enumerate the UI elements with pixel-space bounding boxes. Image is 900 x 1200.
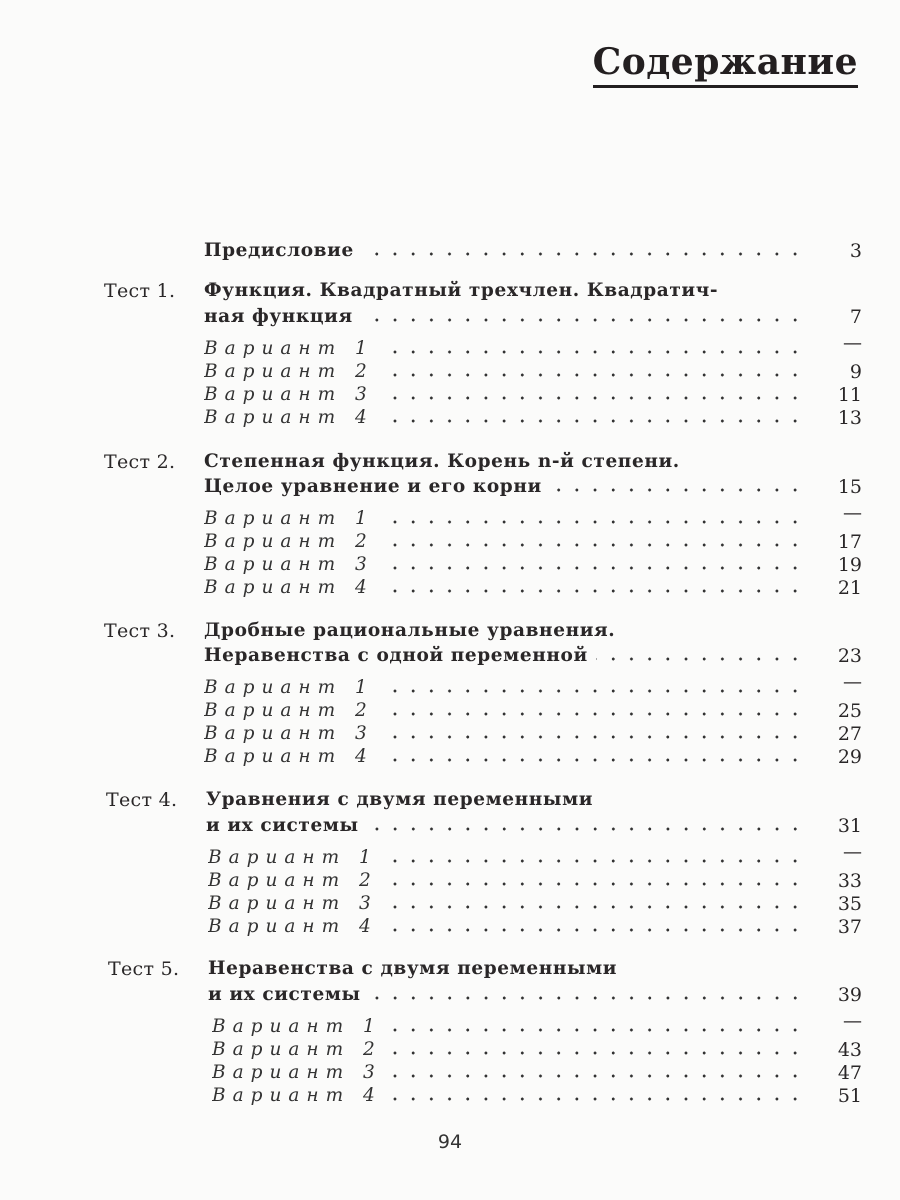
dot-leader — [367, 827, 804, 831]
toc-test-prefix: Тест 4. — [106, 789, 178, 811]
toc-test-prefix: Тест 2. — [104, 451, 176, 473]
toc-variant-entry[interactable] — [0, 1083, 900, 1111]
toc-test-title-continuation[interactable] — [0, 813, 900, 841]
dot-leader — [386, 928, 804, 932]
toc-entry-text — [204, 306, 804, 327]
dot-leader — [390, 1051, 804, 1055]
toc-test-title-line1: Неравенства с двумя переменными — [208, 958, 618, 979]
dot-leader — [369, 996, 804, 1000]
toc-test-heading[interactable] — [0, 278, 900, 306]
toc-page-number: — — [843, 1010, 862, 1032]
toc-page-number: 33 — [837, 870, 862, 892]
toc-page-number: 29 — [837, 746, 862, 768]
dot-leader — [386, 859, 804, 863]
toc-test-heading[interactable] — [0, 618, 900, 646]
toc-page-number: 17 — [837, 531, 862, 553]
toc-entry-text — [204, 240, 804, 261]
toc-page-number: 37 — [837, 916, 862, 938]
toc-page-number: — — [843, 332, 862, 354]
toc-page-number: 13 — [837, 407, 862, 429]
dot-leader — [382, 589, 804, 593]
toc-test-title-continuation[interactable] — [0, 304, 900, 332]
toc-test-title-line2: и их системы — [208, 984, 361, 1005]
toc-variant-label: Вариант 2 — [204, 700, 374, 721]
toc-page-number: 19 — [837, 554, 862, 576]
dot-leader — [382, 373, 804, 377]
toc-test-title-line1: Дробные рациональные уравнения. — [204, 620, 616, 641]
dot-leader — [596, 657, 804, 661]
dot-leader — [361, 318, 804, 322]
toc-entry-preface[interactable] — [0, 238, 900, 266]
toc-variant-label: Вариант 3 — [212, 1062, 382, 1083]
toc-page-number: 43 — [837, 1039, 862, 1061]
toc-variant-label: Вариант 4 — [204, 407, 374, 428]
toc-page-number: 21 — [837, 577, 862, 599]
toc-page-number: — — [843, 671, 862, 693]
toc-test-heading[interactable] — [0, 956, 900, 984]
toc-page-number: 39 — [837, 984, 862, 1006]
toc-variant-label: Вариант 2 — [208, 870, 378, 891]
toc-page-number: 11 — [837, 384, 862, 406]
dot-leader — [382, 566, 804, 570]
toc-test-prefix: Тест 5. — [108, 958, 180, 980]
toc-page-number: 7 — [849, 306, 862, 328]
dot-leader — [382, 543, 804, 547]
toc-variant-label: Вариант 3 — [204, 384, 374, 405]
dot-leader — [382, 419, 804, 423]
dot-leader — [390, 1028, 804, 1032]
toc-test-title-line1: Уравнения с двумя переменными — [206, 789, 594, 810]
page-title: Содержание — [593, 40, 858, 88]
toc-entry-text — [204, 280, 804, 301]
toc-variant-label: Вариант 4 — [208, 916, 378, 937]
dot-leader — [386, 905, 804, 909]
dot-leader — [390, 1074, 804, 1078]
toc-variant-entry[interactable] — [0, 914, 900, 942]
toc-variant-entry[interactable] — [0, 575, 900, 603]
toc-page-number: 51 — [837, 1085, 862, 1107]
toc-variant-label: Вариант 1 — [208, 847, 378, 868]
toc-test-prefix: Тест 1. — [104, 280, 176, 302]
toc-page-number: 23 — [837, 645, 862, 667]
toc-page-number: 25 — [837, 700, 862, 722]
dot-leader — [386, 882, 804, 886]
toc-test-title-line1: Функция. Квадратный трехчлен. Квадратич- — [204, 280, 719, 301]
toc-test-title-continuation[interactable] — [0, 982, 900, 1010]
toc-test-title-continuation[interactable] — [0, 643, 900, 671]
page-number-footer: 94 — [437, 1131, 463, 1153]
dot-leader — [382, 350, 804, 354]
toc-variant-label: Вариант 2 — [204, 531, 374, 552]
toc-variant-label: Вариант 2 — [212, 1039, 382, 1060]
toc-test-title-line2: Неравенства с одной переменной — [204, 645, 588, 666]
toc-page-number: — — [843, 841, 862, 863]
dot-leader — [550, 488, 804, 492]
toc-test-heading[interactable] — [0, 449, 900, 477]
toc-test-title-line2: и их системы — [206, 815, 359, 836]
toc-variant-label: Вариант 1 — [204, 338, 374, 359]
toc-test-title-line2: ная функция — [204, 306, 353, 327]
dot-leader — [390, 1097, 804, 1101]
dot-leader — [382, 396, 804, 400]
toc-page-number: 47 — [837, 1062, 862, 1084]
toc-variant-label: Вариант 2 — [204, 361, 374, 382]
toc-variant-label: Вариант 4 — [212, 1085, 382, 1106]
toc-page-number: — — [843, 502, 862, 524]
toc-page-number: 3 — [849, 240, 862, 262]
toc-page-number: 27 — [837, 723, 862, 745]
toc-page-number: 35 — [837, 893, 862, 915]
toc-page-number: 15 — [837, 476, 862, 498]
toc-test-heading[interactable] — [0, 787, 900, 815]
dot-leader — [362, 252, 804, 256]
toc-variant-label: Вариант 4 — [204, 746, 374, 767]
toc-entry-label: Предисловие — [204, 240, 354, 261]
toc-page-number: 31 — [837, 815, 862, 837]
dot-leader — [382, 735, 804, 739]
dot-leader — [382, 520, 804, 524]
toc-variant-label: Вариант 4 — [204, 577, 374, 598]
toc-test-title-continuation[interactable] — [0, 474, 900, 502]
toc-test-title-line2: Целое уравнение и его корни — [204, 476, 542, 497]
toc-variant-label: Вариант 1 — [204, 677, 374, 698]
toc-test-title-line1: Степенная функция. Корень n-й степени. — [204, 451, 680, 472]
toc-variant-label: Вариант 3 — [208, 893, 378, 914]
toc-page-number: 9 — [849, 361, 862, 383]
toc-test-prefix: Тест 3. — [104, 620, 176, 642]
toc-variant-label: Вариант 1 — [204, 508, 374, 529]
dot-leader — [382, 712, 804, 716]
toc-variant-entry[interactable] — [0, 405, 900, 433]
toc-variant-label: Вариант 1 — [212, 1016, 382, 1037]
toc-variant-label: Вариант 3 — [204, 723, 374, 744]
toc-variant-label: Вариант 3 — [204, 554, 374, 575]
dot-leader — [382, 758, 804, 762]
toc-variant-entry[interactable] — [0, 744, 900, 772]
dot-leader — [382, 689, 804, 693]
